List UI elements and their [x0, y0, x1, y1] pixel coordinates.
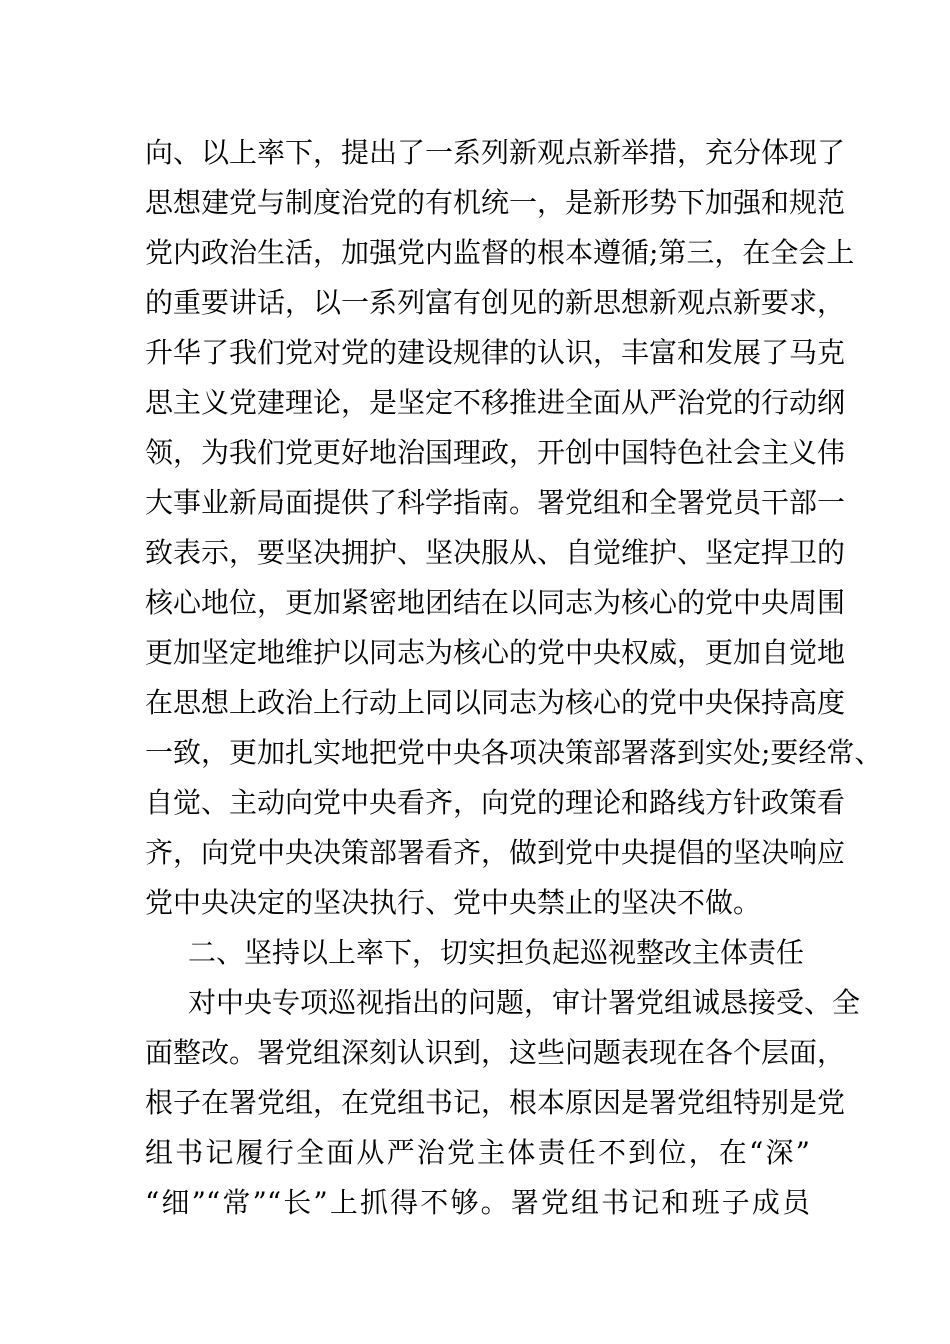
text-line: 根子在署党组，在党组书记，根本原因是署党组特别是党	[145, 1086, 846, 1119]
text-line: 核心地位，更加紧密地团结在以同志为核心的党中央周围	[145, 586, 846, 619]
text-line: 党内政治生活，加强党内监督的根本遵循;第三，在全会上	[145, 236, 855, 269]
text-line: 致表示，要坚决拥护、坚决服从、自觉维护、坚定捍卫的	[145, 536, 846, 569]
text-line: 思主义党建理论，是坚定不移推进全面从严治党的行动纲	[145, 386, 846, 419]
section-heading: 二、坚持以上率下，切实担负起巡视整改主体责任	[188, 936, 805, 969]
text-line: 更加坚定地维护以同志为核心的党中央权威，更加自觉地	[145, 636, 846, 669]
text-line: 在思想上政治上行动上同以同志为核心的党中央保持高度	[145, 686, 846, 719]
text-line: 自觉、主动向党中央看齐，向党的理论和路线方针政策看	[145, 786, 846, 819]
paragraph-start-line: 对中央专项巡视指出的问题，审计署党组诚恳接受、全	[188, 986, 861, 1019]
text-line: 大事业新局面提供了科学指南。署党组和全署党员干部一	[145, 486, 846, 519]
text-line: 齐，向党中央决策部署看齐，做到党中央提倡的坚决响应	[145, 836, 846, 869]
text-line: 面整改。署党组深刻认识到，这些问题表现在各个层面，	[145, 1036, 846, 1069]
text-line: 一致，更加扎实地把党中央各项决策部署落到实处;要经常、	[145, 736, 883, 769]
text-line: 思想建党与制度治党的有机统一，是新形势下加强和规范	[145, 186, 846, 219]
text-line: 组书记履行全面从严治党主体责任不到位，在“深”	[145, 1136, 810, 1169]
text-line: 的重要讲话，以一系列富有创见的新思想新观点新要求，	[145, 286, 846, 319]
text-line: 向、以上率下，提出了一系列新观点新举措，充分体现了	[145, 136, 846, 169]
text-line: “细”“常”“长”上抓得不够。署党组书记和班子成员	[145, 1186, 810, 1219]
text-line: 升华了我们党对党的建设规律的认识，丰富和发展了马克	[145, 336, 846, 369]
paragraph-end-line: 党中央决定的坚决执行、党中央禁止的坚决不做。	[145, 886, 762, 919]
document-body	[145, 128, 883, 1228]
text-line: 领，为我们党更好地治国理政，开创中国特色社会主义伟	[145, 436, 846, 469]
